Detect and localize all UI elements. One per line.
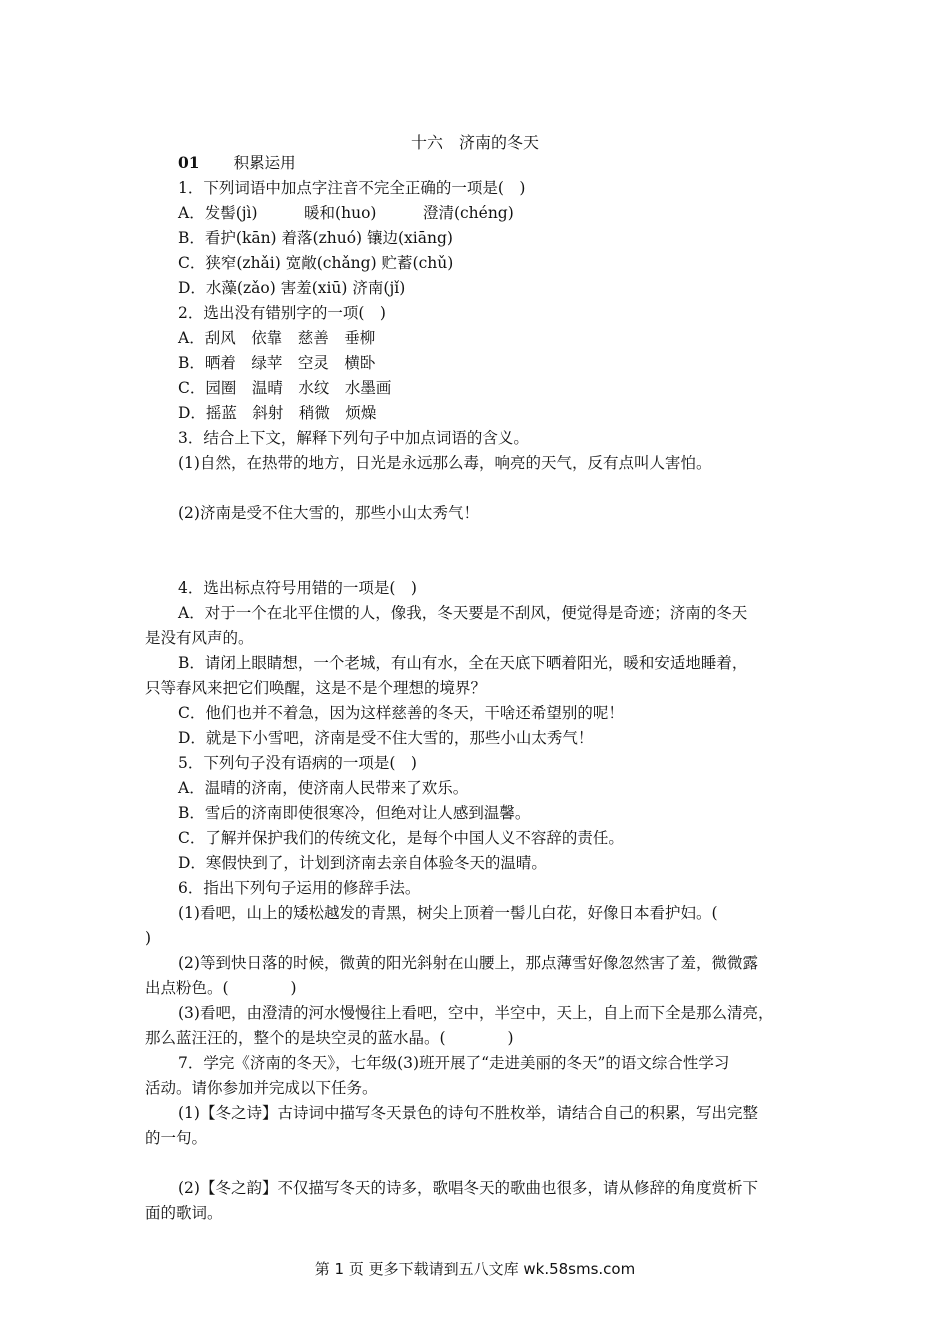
- q2-option-d: D．摇蓝 斜射 稍微 烦燥: [178, 404, 377, 422]
- q7-task-1-line2: 的一句。: [145, 1129, 208, 1147]
- q2-option-a: A．刮风 依靠 慈善 垂柳: [178, 329, 376, 347]
- q2-option-c: C．园圈 温晴 水纹 水墨画: [178, 379, 392, 397]
- q5-option-a: A．温晴的济南，使济南人民带来了欢乐。: [178, 779, 469, 797]
- q7-task-1-line1: (1)【冬之诗】古诗词中描写冬天景色的诗句不胜枚举，请结合自己的积累，写出完整: [178, 1104, 758, 1122]
- q2-option-b: B．晒着 绿苹 空灵 横卧: [178, 354, 376, 372]
- q4-option-a-line2: 是没有风声的。: [145, 629, 254, 647]
- page-title: 十六 济南的冬天: [410, 133, 539, 152]
- q6-sentence-2-line1: (2)等到快日落的时候，微黄的阳光斜射在山腰上，那点薄雪好像忽然害了羞，微微露: [178, 954, 758, 972]
- q6-sentence-2-line2: 出点粉色。( ): [145, 979, 297, 997]
- section-label: 积累运用: [233, 154, 296, 172]
- q5-option-b: B．雪后的济南即使很寒冷，但绝对让人感到温馨。: [178, 804, 531, 822]
- q5-option-d: D．寒假快到了，计划到济南去亲自体验冬天的温晴。: [178, 854, 547, 872]
- section-header: [178, 153, 296, 173]
- q6-sentence-1-line1: (1)看吧，山上的矮松越发的青黑，树尖上顶着一髻儿白花，好像日本看护妇。(: [178, 904, 718, 922]
- q7-stem-line1: 7．学完《济南的冬天》，七年级(3)班开展了“走进美丽的冬天”的语文综合性学习: [178, 1054, 730, 1072]
- section-number: 01: [178, 153, 200, 172]
- q1-option-c: C．狭窄(zhǎi) 宽敞(chǎng) 贮蓄(chǔ): [178, 254, 454, 272]
- q3-sentence-1: (1)自然，在热带的地方，日光是永远那么毒，响亮的天气，反有点叫人害怕。: [178, 454, 712, 472]
- q1-stem: 1．下列词语中加点字注音不完全正确的一项是( ): [178, 179, 526, 197]
- q4-option-b-line1: B．请闭上眼睛想，一个老城，有山有水，全在天底下晒着阳光，暖和安适地睡着，: [178, 654, 748, 672]
- q4-stem: 4．选出标点符号用错的一项是( ): [178, 579, 417, 597]
- q7-task-2-line2: 面的歌词。: [145, 1204, 223, 1222]
- q5-stem: 5．下列句子没有语病的一项是( ): [178, 754, 417, 772]
- q4-option-b-line2: 只等春风来把它们唤醒，这是不是个理想的境界？: [145, 679, 487, 697]
- q6-sentence-3-line2: 那么蓝汪汪的，整个的是块空灵的蓝水晶。( ): [145, 1029, 514, 1047]
- q2-stem: 2．选出没有错别字的一项( ): [178, 304, 386, 322]
- q4-option-a-line1: A．对于一个在北平住惯的人，像我，冬天要是不刮风，便觉得是奇迹；济南的冬天: [178, 604, 748, 622]
- q1-option-d: D．水藻(zǎo) 害羞(xiū) 济南(jǐ): [178, 279, 406, 297]
- page-footer: 第 1 页 更多下载请到五八文库 wk.58sms.com: [314, 1260, 636, 1278]
- q6-sentence-1-line2: ): [145, 929, 152, 947]
- q1-option-b: B．看护(kān) 着落(zhuó) 镶边(xiāng): [178, 229, 453, 247]
- q7-task-2-line1: (2)【冬之韵】不仅描写冬天的诗多，歌唱冬天的歌曲也很多，请从修辞的角度赏析下: [178, 1179, 758, 1197]
- q4-option-d: D．就是下小雪吧，济南是受不住大雪的，那些小山太秀气！: [178, 729, 594, 747]
- q3-stem: 3．结合上下文，解释下列句子中加点词语的含义。: [178, 429, 529, 447]
- q6-sentence-3-line1: (3)看吧，由澄清的河水慢慢往上看吧，空中，半空中，天上，自上而下全是那么清亮，: [178, 1004, 774, 1022]
- q3-sentence-2: (2)济南是受不住大雪的，那些小山太秀气！: [178, 504, 479, 522]
- q1-option-a: A．发髻(jì) 暖和(huo) 澄清(chéng): [178, 204, 514, 222]
- q4-option-c: C．他们也并不着急，因为这样慈善的冬天，干啥还希望别的呢！: [178, 704, 624, 722]
- q6-stem: 6．指出下列句子运用的修辞手法。: [178, 879, 421, 897]
- q7-stem-line2: 活动。请你参加并完成以下任务。: [145, 1079, 378, 1097]
- q5-option-c: C．了解并保护我们的传统文化，是每个中国人义不容辞的责任。: [178, 829, 624, 847]
